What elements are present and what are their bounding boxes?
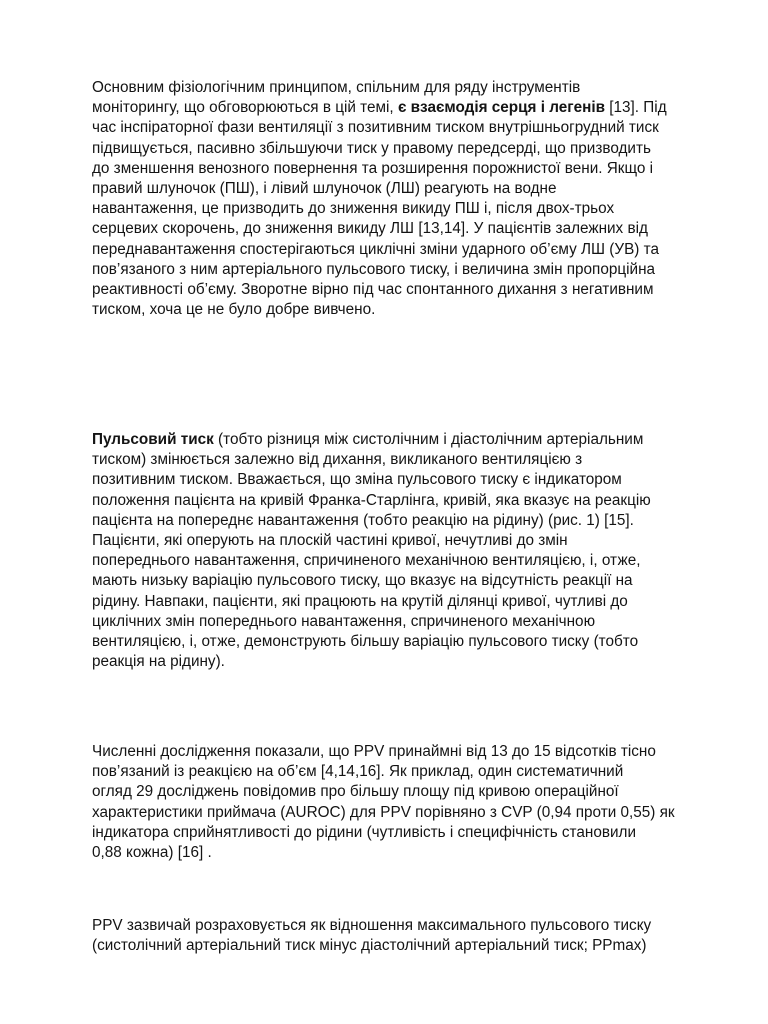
text-line [92,430,720,450]
paragraph-pulse-pressure [92,430,720,672]
text-run: серцевих скорочень, до зниження викиду ЛШ [13,14]. У пацієнтів залежних від [92,220,648,238]
text-run: пов’язаного з ним артеріального пульсового тиску, і величина змін пропорційна [92,260,656,278]
text-line [92,916,720,936]
text-run: рідину. Навпаки, пацієнти, які працюють на крутій ділянці кривої, чутливі до [92,592,628,610]
text-line [92,280,720,300]
text-line [92,300,720,320]
text-run: підвищується, пасивно збільшуючи тиск у правому передсерді, що призводить [92,139,651,157]
text-run: тиском, хоча це не було добре вивчено. [92,301,376,319]
text-line [92,551,720,571]
text-line [92,571,720,591]
text-run: (систолічний артеріальний тиск мінус діастолічний артеріальний тиск; PPmax) [92,937,647,955]
text-line [92,762,720,782]
bold-text: Пульсовий тиск [92,431,214,448]
text-run: індикатора сприйнятливості до рідини (чутливість і специфічність становили [92,823,636,841]
text-line [92,531,720,551]
text-run: до зменшення венозного повернення та розширення порожнистої вени. Якщо і [92,159,654,177]
text-line [92,179,720,199]
text-run: пов’язаний із реакцією на об’єм [4,14,16]. Як приклад, один систематичний [92,763,624,781]
text-run: правий шлуночок (ПШ), і лівий шлуночок (ЛШ) реагують на водне [92,180,557,198]
paragraph-ppv-studies [92,742,720,863]
text-run: час інспіраторної фази вентиляції з позитивним тиском внутрішньогрудний тиск [92,119,659,137]
paragraph-heart-lung-interaction [92,78,720,320]
text-line [92,632,720,652]
text-line [92,139,720,159]
paragraph-ppv-calculation [92,916,720,956]
text-run: положення пацієнта на кривій Франка-Старлінга, кривій, яка вказує на реакцію [92,491,651,509]
text-line [92,936,720,956]
text-run: Пацієнти, які оперують на плоскій частині кривої, нечутливі до змін [92,532,568,550]
text-line [92,199,720,219]
text-line [92,612,720,632]
text-line [92,159,720,179]
text-run: пацієнта на попереднє навантаження (тобто реакцію на рідину) (рис. 1) [15]. [92,511,634,529]
text-line [92,782,720,802]
text-run: тиском) змінюється залежно від дихання, викликаного вентиляцією з [92,451,583,469]
text-run: попереднього навантаження, спричиненого механічною вентиляцією, і, отже, [92,552,641,570]
text-line [92,240,720,260]
text-line [92,843,720,863]
text-line [92,98,720,118]
bold-text: є взаємодія серця і легенів [397,99,606,117]
text-run: 0,88 кожна) [16] . [92,844,212,862]
text-run: характеристики приймача (AUROC) для PPV порівняно з CVP (0,94 проти 0,55) як [92,803,675,821]
text-run: навантаження, це призводить до зниження викиду ПШ і, після двох-трьох [92,200,615,218]
text-line [92,511,720,531]
text-run: PPV зазвичай розраховується як відношення максимального пульсового тиску [92,917,652,934]
text-run: (тобто різниця між систолічним і діастолічним артеріальним [213,431,644,448]
text-run: мають низьку варіацію пульсового тиску, що вказує на відсутність реакції на [92,572,633,590]
text-run: реактивності об’єму. Зворотне вірно під час спонтанного дихання з негативним [92,281,654,299]
text-run: [13]. Під [605,99,667,117]
text-line [92,491,720,511]
text-line [92,219,720,239]
text-line [92,592,720,612]
text-run: реакція на рідину). [92,653,225,671]
text-run: циклічних змін попереднього навантаження, спричиненого механічною [92,612,596,630]
text-line [92,652,720,672]
text-line [92,823,720,843]
text-run: огляд 29 досліджень повідомив про більшу площу під кривою операційної [92,783,619,801]
text-line [92,803,720,823]
text-line [92,118,720,138]
text-run: Основним фізіологічним принципом, спільним для ряду інструментів [92,79,581,96]
text-run: переднавантаження спостерігаються циклічні зміни ударного об’єму ЛШ (УВ) та [92,240,659,258]
text-line [92,742,720,762]
text-run: вентиляцією, і, отже, демонструють більшу варіацію пульсового тиску (тобто [92,633,639,651]
text-run: Численні дослідження показали, що PPV принаймні від 13 до 15 відсотків тісно [92,743,656,760]
text-run: моніторингу, що обговорюються в цій темі, [92,99,398,117]
text-line [92,450,720,470]
text-line [92,260,720,280]
text-line [92,470,720,490]
text-line [92,78,720,98]
text-run: позитивним тиском. Вважається, що зміна пульсового тиску є індикатором [92,471,622,489]
